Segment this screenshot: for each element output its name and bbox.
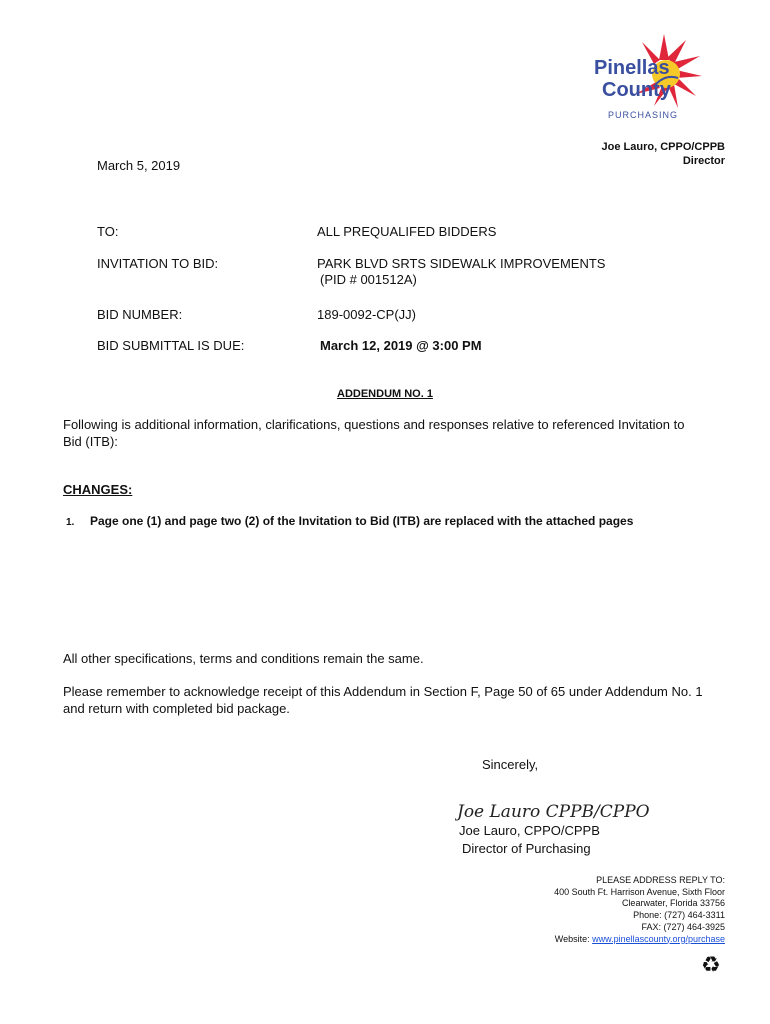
reply-address (554, 875, 725, 945)
signer-name: Joe Lauro, CPPO/CPPB (459, 823, 600, 838)
website-label: Website: (554, 933, 593, 944)
reply-address-line-1: 400 South Ft. Harrison Avenue, Sixth Floor (554, 886, 725, 897)
intro-paragraph (63, 416, 733, 450)
acknowledge-line-2: and return with completed bid package. (63, 701, 290, 716)
field-value-due: March 12, 2019 @ 3:00 PM (320, 338, 482, 353)
acknowledge-line-1: Please remember to acknowledge receipt of this Addendum in Section F, Page 50 of 65 under Addendum No. 1 (63, 684, 703, 699)
field-value-bid-number: 189-0092-CP(JJ) (317, 307, 416, 322)
field-label-due: BID SUBMITTAL IS DUE: (97, 338, 245, 353)
reply-website (554, 934, 725, 946)
field-label-invitation: INVITATION TO BID: (97, 256, 219, 271)
recycle-icon: ♻ (701, 952, 721, 977)
field-label-to: TO: (97, 224, 119, 239)
header-name: Joe Lauro, CPPO/CPPB (601, 141, 725, 153)
signature-text: Joe Lauro CPPB/CPPO (457, 802, 650, 822)
header-title: Director (682, 155, 725, 167)
field-label-bid-number: BID NUMBER: (97, 307, 183, 322)
reply-phone: Phone: (727) 464-3311 (633, 910, 725, 921)
field-value-to: ALL PREQUALIFED BIDDERS (317, 224, 497, 239)
logo-text-county: County (602, 79, 671, 101)
closing: Sincerely, (482, 757, 539, 772)
reply-heading: PLEASE ADDRESS REPLY TO: (596, 875, 725, 885)
acknowledge-paragraph (63, 683, 733, 717)
website-link[interactable]: www.pinellascounty.org/purchase (592, 933, 725, 944)
intro-line-1: Following is additional information, clarifications, questions and responses relative to referenced Invitation to (63, 417, 685, 432)
logo-text-purchasing: PURCHASING (608, 110, 679, 120)
field-value-invitation: PARK BLVD SRTS SIDEWALK IMPROVEMENTS (317, 256, 606, 271)
addendum-title: ADDENDUM NO. 1 (337, 388, 433, 400)
letter-date: March 5, 2019 (97, 158, 181, 173)
remain-same-text: All other specifications, terms and conditions remain the same. (63, 651, 424, 666)
signer-block (459, 822, 600, 858)
pinellas-county-logo (586, 32, 736, 132)
change-item-number: 1. (66, 517, 75, 528)
sunburst-icon (586, 32, 736, 132)
reply-fax: FAX: (727) 464-3925 (641, 921, 725, 932)
field-value-pid: (PID # 001512A) (320, 272, 417, 287)
logo-text-pinellas: Pinellas (594, 57, 670, 79)
reply-address-line-2: Clearwater, Florida 33756 (621, 898, 725, 909)
intro-line-2: Bid (ITB): (63, 434, 118, 449)
change-item-text: Page one (1) and page two (2) of the Invitation to Bid (ITB) are replaced with the attached pages (90, 514, 634, 528)
signer-title: Director of Purchasing (462, 841, 591, 856)
header-contact (602, 140, 725, 168)
change-item (66, 514, 633, 528)
changes-heading: CHANGES: (63, 482, 133, 497)
